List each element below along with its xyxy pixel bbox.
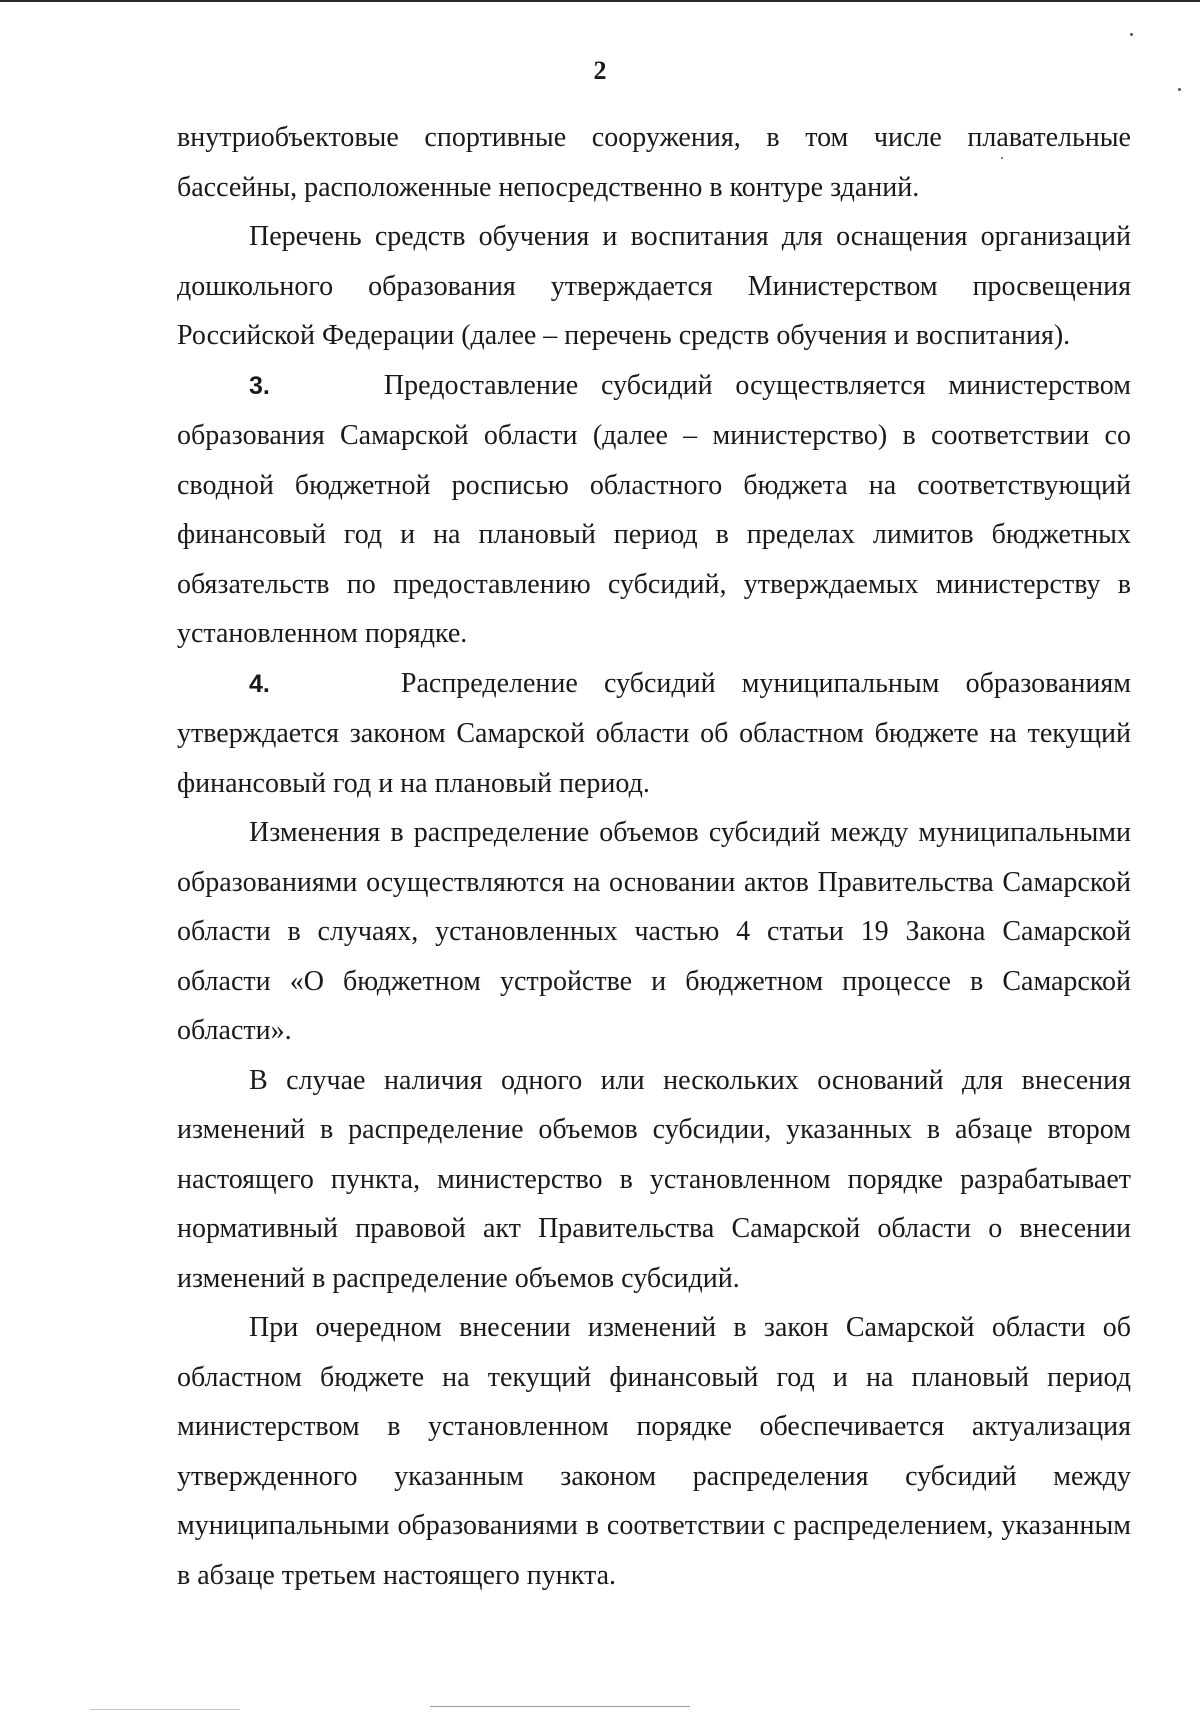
page-number: 2: [593, 56, 607, 85]
paragraph-item-4: [177, 659, 1131, 809]
paragraph-number: 4.: [249, 669, 270, 698]
paragraph: [177, 1056, 1131, 1304]
paragraph: [177, 113, 1131, 212]
paragraph: [177, 808, 1131, 1056]
paragraph-text: Предоставление субсидий осуществляется министерством образования Самарской области (далее – министерство) в соответствии со сводной бюджетной росписью областного бюджета на соответствующий финансовый год и на плановый период в пределах лимитов бюджетных обязательств по предоставлению субсидий, утверждаемых министерству в установленном порядке.: [177, 369, 1131, 649]
paragraph-text: внутриобъектовые спортивные сооружения, в том числе плавательные бассейны, расположенные непосредственно в контуре зданий.: [177, 122, 1131, 203]
scan-speck: [1001, 157, 1003, 159]
scan-speck: [1130, 33, 1133, 36]
paragraph-number: 3.: [249, 371, 270, 400]
page-top-edge: [0, 0, 1200, 2]
paragraph: [177, 212, 1131, 361]
paragraph-text: Изменения в распределение объемов субсидий между муниципальными образованиями осуществляются на основании актов Правительства Самарской области в случаях, установленных частью 4 статьи 19 Закона Самарской области «О бюджетном устройстве и бюджетном процессе в Самарской области».: [177, 817, 1131, 1046]
paragraph-text: В случае наличия одного или нескольких оснований для внесения изменений в распределение объемов субсидии, указанных в абзаце втором настоящего пункта, министерство в установленном порядке разрабатывает нормативный правовой акт Правительства Самарской области о внесении изменений в распределение объемов субсидий.: [177, 1064, 1131, 1294]
paragraph: [177, 1303, 1131, 1600]
scan-bottom-mark: [90, 1709, 240, 1710]
paragraph-item-3: [177, 361, 1131, 659]
paragraph-text: При очередном внесении изменений в закон Самарской области об областном бюджете на текущий финансовый год и на плановый период министерством в установленном порядке обеспечивается актуализация утвержденного указанным законом распределения субсидий между муниципальными образованиями в соответствии с распределением, указанным в абзаце третьем настоящего пункта.: [177, 1312, 1131, 1591]
paragraph-text: Распределение субсидий муниципальным образованиям утверждается законом Самарской области об областном бюджете на текущий финансовый год и на плановый период.: [177, 667, 1131, 799]
scan-bottom-mark: [430, 1706, 690, 1707]
scan-speck: [1178, 88, 1181, 91]
paragraph-text: Перечень средств обучения и воспитания для оснащения организаций дошкольного образования утверждается Министерством просвещения Российской Федерации (далее – перечень средств обучения и воспитания).: [177, 221, 1131, 351]
document-body: [177, 113, 1131, 1600]
